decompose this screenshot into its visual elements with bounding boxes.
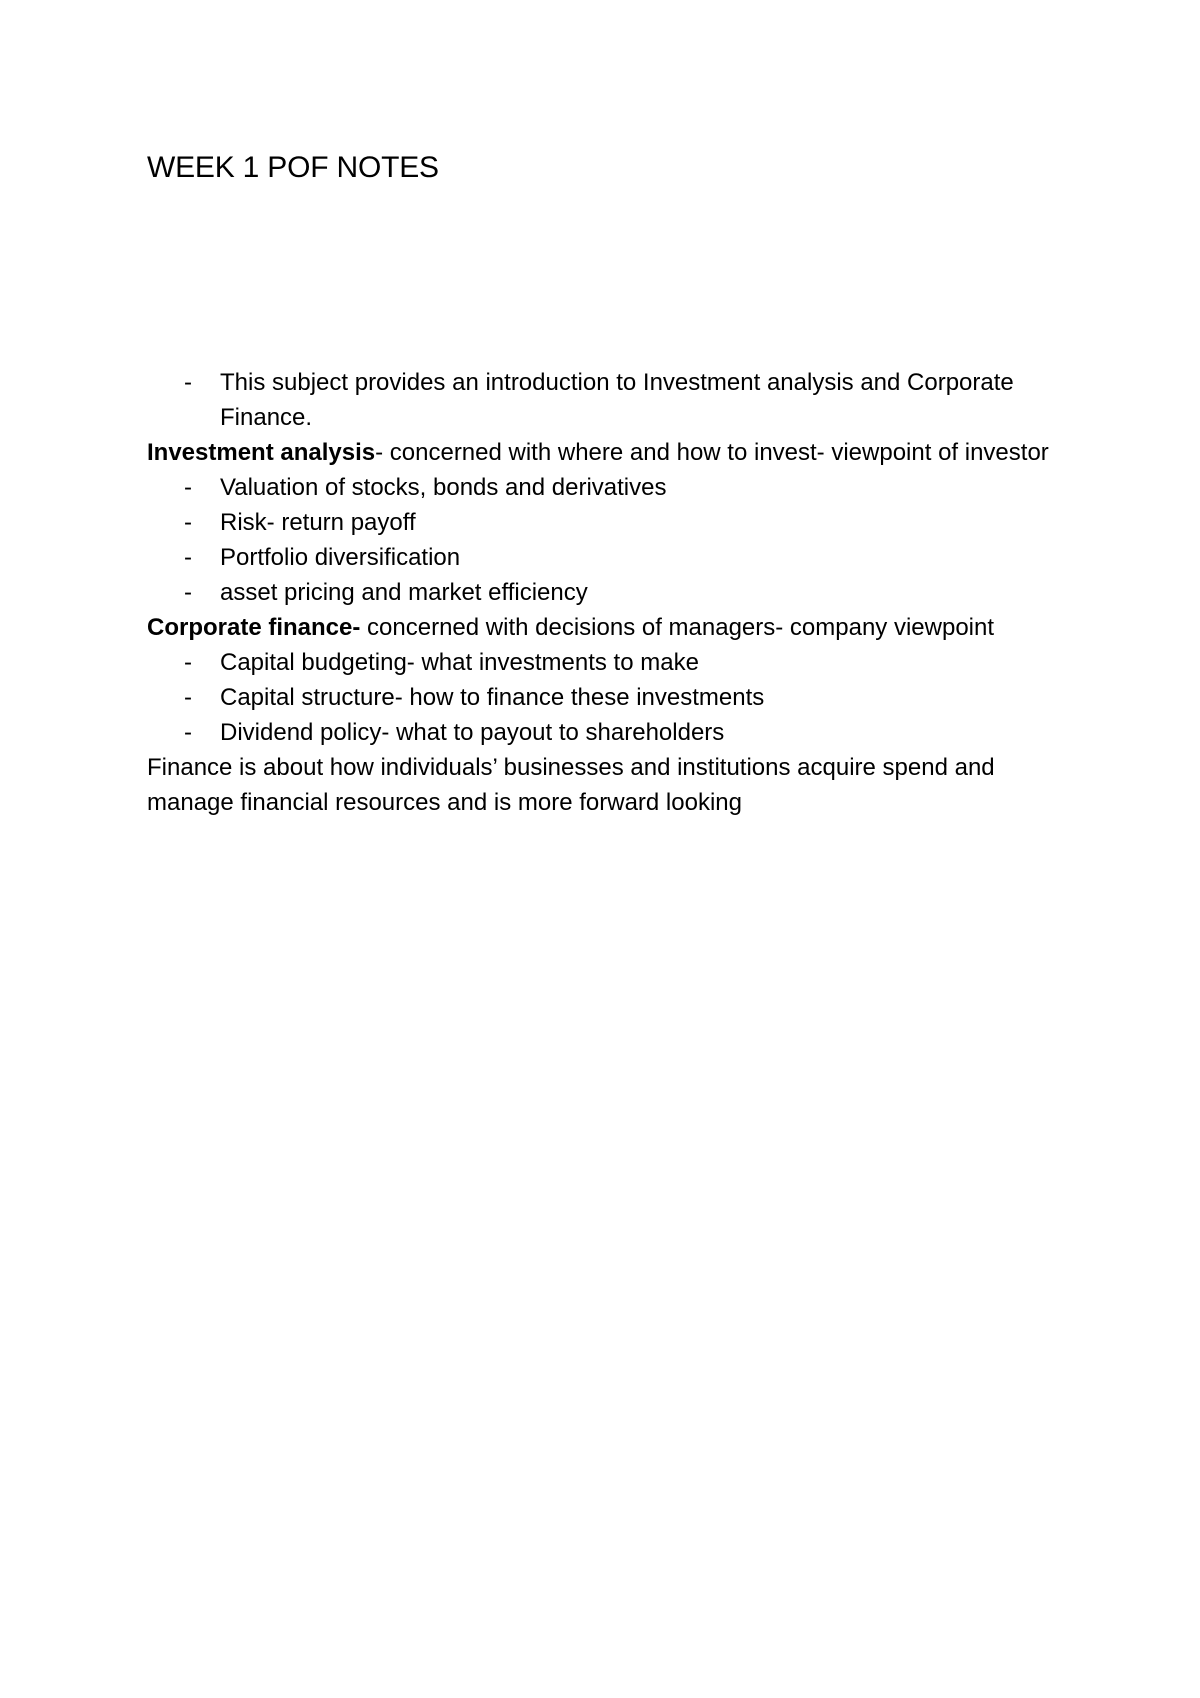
list-item	[147, 680, 1087, 715]
corporate-heading	[147, 610, 1087, 645]
list-item	[147, 365, 1087, 435]
dash-bullet: -	[184, 474, 192, 501]
list-item	[147, 505, 1087, 540]
list-item	[147, 470, 1087, 505]
corporate-list	[147, 645, 1087, 750]
list-item	[147, 575, 1087, 610]
list-item-text: Portfolio diversification	[220, 544, 461, 571]
dash-bullet: -	[184, 719, 192, 746]
list-item-text: Valuation of stocks, bonds and derivatives	[220, 474, 667, 501]
list-item-text: Capital budgeting- what investments to make	[220, 649, 699, 676]
list-item	[147, 715, 1087, 750]
dash-bullet: -	[184, 684, 192, 711]
corporate-heading-text: concerned with decisions of managers- company viewpoint	[360, 614, 995, 641]
dash-bullet: -	[184, 579, 192, 606]
list-item-text: Dividend policy- what to payout to shareholders	[220, 719, 725, 746]
list-item-text: Risk- return payoff	[220, 509, 416, 536]
list-item-text: This subject provides an introduction to Investment analysis and Corporate Finance.	[220, 369, 1014, 431]
list-item-text: Capital structure- how to finance these investments	[220, 684, 765, 711]
dash-bullet: -	[184, 649, 192, 676]
dash-bullet: -	[184, 509, 192, 536]
document-content	[147, 148, 1087, 820]
list-item-text: asset pricing and market efficiency	[220, 579, 588, 606]
list-item	[147, 645, 1087, 680]
intro-list	[147, 365, 1087, 435]
investment-heading	[147, 435, 1087, 470]
corporate-heading-bold: Corporate finance-	[147, 614, 361, 641]
dash-bullet: -	[184, 544, 192, 571]
dash-bullet: -	[184, 369, 192, 396]
investment-heading-text: - concerned with where and how to invest- viewpoint of investor	[375, 439, 1049, 466]
list-item	[147, 540, 1087, 575]
closing-paragraph: Finance is about how individuals’ businesses and institutions acquire spend and manage financial resources and is more forward looking	[147, 754, 995, 816]
document-title: WEEK 1 POF NOTES	[147, 151, 439, 184]
investment-heading-bold: Investment analysis	[147, 439, 376, 466]
investment-list	[147, 470, 1087, 610]
